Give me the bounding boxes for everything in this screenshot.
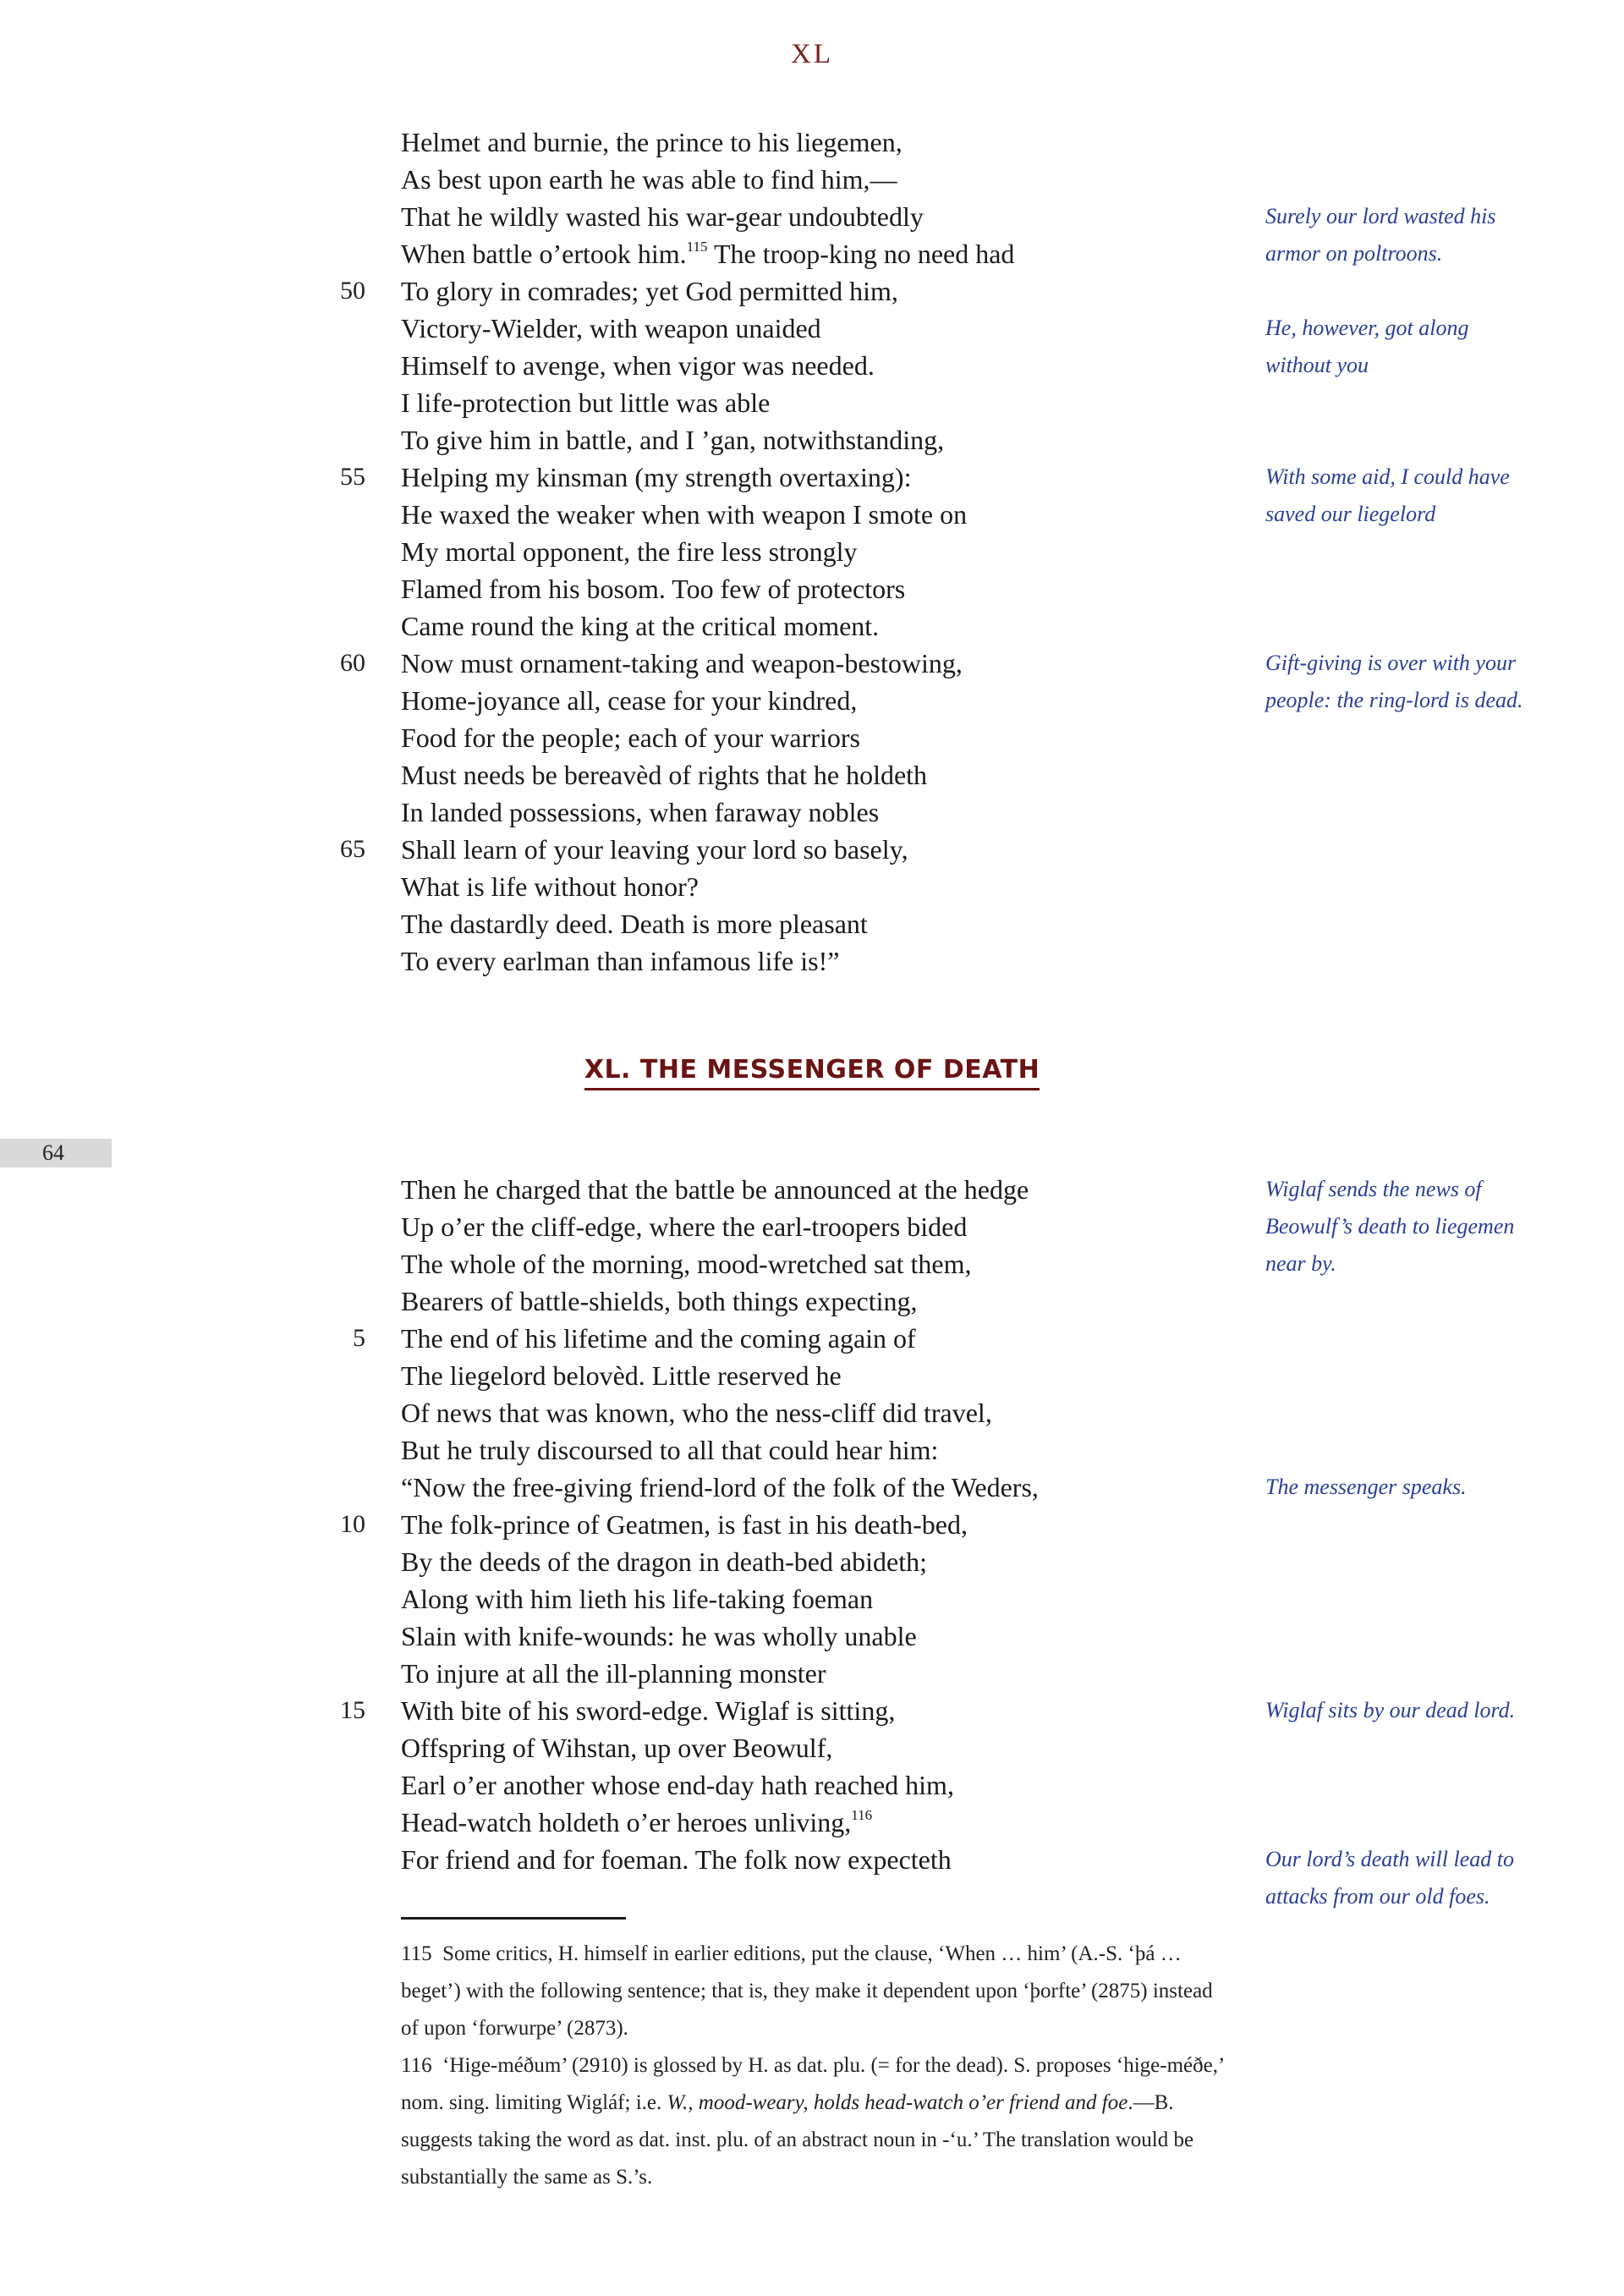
poem-line-text bbox=[401, 124, 903, 161]
poem-line-text bbox=[401, 868, 699, 905]
poem-line-main: What is life without honor? bbox=[401, 871, 699, 902]
footnote-text: Some critics, H. himself in earlier editions, put the clause, ‘When … him’ (A.-S. ‘þá … beget’) with the following sentence; that is, they make it dependent upon ‘þorfte’ (2875) instead of upon ‘forwurpe’ (2873). bbox=[401, 1942, 1213, 2040]
poem-line bbox=[0, 124, 1624, 161]
poem-line-text bbox=[401, 570, 905, 607]
line-number: 60 bbox=[340, 649, 365, 677]
poem-line bbox=[0, 719, 1624, 756]
marginal-gloss bbox=[1265, 1469, 1544, 1506]
footnote-text-continued: .—B. suggests taking the word as dat. inst. plu. of an abstract noun in -‘u.’ The translation would be substantially the same as S.’s. bbox=[401, 2091, 1194, 2189]
poem-line-text bbox=[401, 421, 944, 459]
marginal-gloss-line: The messenger speaks. bbox=[1265, 1475, 1467, 1499]
poem-line-main: For friend and for foeman. The folk now expecteth bbox=[401, 1844, 952, 1875]
poem-line-main: To every earlman than infamous life is!” bbox=[401, 946, 840, 976]
line-number: 15 bbox=[340, 1696, 365, 1724]
poem-line-main: Helmet and burnie, the prince to his liegemen, bbox=[401, 127, 903, 157]
poem-line bbox=[0, 1394, 1624, 1431]
poem-line-main: Food for the people; each of your warriors bbox=[401, 722, 860, 753]
poem-line-main: Up o’er the cliff-edge, where the earl-troopers bided bbox=[401, 1211, 968, 1242]
poem-line-main: “Now the free-giving friend-lord of the folk of the Weders, bbox=[401, 1472, 1039, 1502]
marginal-gloss-line: saved our liegelord bbox=[1265, 502, 1436, 526]
poem-line-main: But he truly discoursed to all that could hear him: bbox=[401, 1435, 939, 1465]
poem-line-text bbox=[401, 682, 857, 719]
poem-line-text bbox=[401, 235, 1014, 277]
poem-line-main: My mortal opponent, the fire less strongly bbox=[401, 536, 858, 567]
poem-line-main: Must needs be bereavèd of rights that he holdeth bbox=[401, 760, 928, 790]
poem-line-main: In landed possessions, when faraway nobles bbox=[401, 797, 880, 827]
marginal-gloss-line: attacks from our old foes. bbox=[1265, 1884, 1490, 1909]
footnote-marker: 115 bbox=[686, 239, 708, 255]
footnote-116 bbox=[401, 2047, 1230, 2196]
line-number: 65 bbox=[340, 835, 365, 863]
marginal-gloss-line: Surely our lord wasted his bbox=[1265, 204, 1496, 228]
poem-line-text bbox=[401, 905, 868, 942]
poem-line-text bbox=[401, 645, 963, 682]
poem-line-text bbox=[401, 161, 897, 198]
section-title bbox=[0, 1055, 1624, 1085]
footnotes bbox=[401, 1936, 1230, 2196]
poem-line-main: As best upon earth he was able to find him,— bbox=[401, 164, 897, 195]
poem-line-text bbox=[401, 607, 879, 645]
footnote-rule bbox=[401, 1917, 626, 1920]
poem-line-text bbox=[401, 272, 898, 310]
poem-line-main: To give him in battle, and I ’gan, notwithstanding, bbox=[401, 425, 945, 455]
poem-line-main: The whole of the morning, mood-wretched sat them, bbox=[401, 1249, 972, 1279]
section-title-text: XL. THE MESSENGER OF DEATH bbox=[584, 1055, 1040, 1090]
line-number: 5 bbox=[353, 1324, 365, 1352]
poem-line-text bbox=[401, 496, 967, 533]
marginal-gloss bbox=[1265, 645, 1544, 719]
poem-line bbox=[0, 1431, 1624, 1469]
poem-line-text bbox=[401, 1543, 927, 1580]
poem-line-text bbox=[401, 1208, 967, 1245]
line-number: 55 bbox=[340, 463, 365, 491]
poem-line-main: The liegelord belovèd. Little reserved he bbox=[401, 1360, 842, 1391]
poem-line-text bbox=[401, 719, 860, 756]
poem-line bbox=[0, 794, 1624, 831]
poem-line-main: The end of his lifetime and the coming again of bbox=[401, 1323, 916, 1354]
poem-line-text bbox=[401, 1394, 992, 1431]
poem-line-main: Home-joyance all, cease for your kindred, bbox=[401, 685, 858, 716]
footnote-number: 116 bbox=[401, 2054, 432, 2077]
marginal-gloss-line: Gift-giving is over with your bbox=[1265, 651, 1517, 675]
poem-line-text bbox=[401, 310, 821, 347]
line-number: 10 bbox=[340, 1510, 365, 1538]
poem-line bbox=[0, 533, 1624, 570]
poem-line-main: Himself to avenge, when vigor was needed. bbox=[401, 350, 875, 381]
poem-line-main: Shall learn of your leaving your lord so basely, bbox=[401, 834, 908, 865]
poem-line bbox=[0, 421, 1624, 459]
poem-line-text bbox=[401, 1431, 938, 1469]
marginal-gloss-line: With some aid, I could have bbox=[1265, 464, 1510, 489]
poem-line-main: Then he charged that the battle be announced at the hedge bbox=[401, 1174, 1029, 1205]
poem-line-main: Along with him lieth his life-taking foeman bbox=[401, 1584, 874, 1614]
marginal-gloss-line: near by. bbox=[1265, 1251, 1336, 1276]
poem-line-text bbox=[401, 1841, 952, 1878]
poem-line bbox=[0, 756, 1624, 794]
line-number: 50 bbox=[340, 277, 365, 305]
page-number: 64 bbox=[42, 1140, 64, 1165]
poem-line-main: With bite of his sword-edge. Wiglaf is sitting, bbox=[401, 1695, 896, 1726]
poem-line-main: Slain with knife-wounds: he was wholly unable bbox=[401, 1621, 917, 1651]
poem-line-main: That he wildly wasted his war-gear undoubtedly bbox=[401, 201, 924, 232]
poem-line bbox=[0, 1729, 1624, 1766]
poem-line-main: Bearers of battle-shields, both things expecting, bbox=[401, 1286, 918, 1316]
poem-line-text bbox=[401, 1506, 968, 1543]
poem-line bbox=[0, 1766, 1624, 1804]
marginal-gloss-line: without you bbox=[1265, 353, 1369, 377]
poem-line-text bbox=[401, 794, 879, 831]
poem-line bbox=[0, 1655, 1624, 1692]
poem-line-text bbox=[401, 384, 770, 421]
poem-line-text bbox=[401, 1729, 832, 1766]
marginal-gloss-line: Beowulf’s death to liegemen bbox=[1265, 1214, 1515, 1239]
poem-line-main: Earl o’er another whose end-day hath reached him, bbox=[401, 1770, 954, 1800]
poem-line-text bbox=[401, 1580, 873, 1618]
marginal-gloss-line: armor on poltroons. bbox=[1265, 241, 1443, 266]
poem-line-text bbox=[401, 533, 857, 570]
marginal-gloss bbox=[1265, 198, 1544, 272]
poem-line bbox=[0, 1543, 1624, 1580]
poem-line-text bbox=[401, 1766, 954, 1804]
poem-line-text bbox=[401, 942, 839, 980]
poem-line-text bbox=[401, 1692, 895, 1729]
poem-line bbox=[0, 1580, 1624, 1618]
poem-line-text bbox=[401, 1320, 916, 1357]
poem-line-text bbox=[401, 1283, 918, 1320]
poem-line-text bbox=[401, 831, 908, 868]
poem-line-main: I life-protection but little was able bbox=[401, 387, 771, 418]
poem-line-main: Of news that was known, who the ness-cliff did travel, bbox=[401, 1398, 992, 1428]
marginal-gloss-line: Wiglaf sits by our dead lord. bbox=[1265, 1698, 1516, 1722]
poem-line-main: Flamed from his bosom. Too few of protectors bbox=[401, 574, 906, 604]
marginal-gloss bbox=[1265, 1171, 1544, 1283]
poem-line bbox=[0, 1506, 1624, 1543]
poem-line bbox=[0, 831, 1624, 868]
page-number-tab bbox=[0, 1139, 112, 1167]
marginal-gloss-line: Wiglaf sends the news of bbox=[1265, 1177, 1482, 1201]
poem-line bbox=[0, 905, 1624, 942]
marginal-gloss bbox=[1265, 459, 1544, 533]
marginal-gloss-line: Our lord’s death will lead to bbox=[1265, 1847, 1514, 1871]
poem-line bbox=[0, 607, 1624, 645]
poem-line bbox=[0, 384, 1624, 421]
poem-line-main: By the deeds of the dragon in death-bed abideth; bbox=[401, 1546, 928, 1577]
poem-line-text bbox=[401, 198, 924, 235]
poem-line-text bbox=[401, 1469, 1039, 1506]
poem-line bbox=[0, 1804, 1624, 1841]
running-header: XL bbox=[791, 39, 833, 69]
poem-line-text bbox=[401, 1804, 872, 1846]
poem-line-continued: The troop-king no need had bbox=[707, 239, 1015, 269]
poem-line-main: Offspring of Wihstan, up over Beowulf, bbox=[401, 1733, 833, 1763]
poem-line bbox=[0, 1357, 1624, 1394]
poem-line-text bbox=[401, 1618, 917, 1655]
poem-line-text bbox=[401, 1655, 826, 1692]
poem-line bbox=[0, 942, 1624, 980]
poem-line bbox=[0, 1618, 1624, 1655]
poem-line-main: To glory in comrades; yet God permitted him, bbox=[401, 276, 898, 306]
poem-line-text bbox=[401, 1245, 971, 1283]
poem-line-main: Head-watch holdeth o’er heroes unliving, bbox=[401, 1807, 852, 1837]
poem-line-main: He waxed the weaker when with weapon I smote on bbox=[401, 499, 968, 530]
poem-line-main: Now must ornament-taking and weapon-bestowing, bbox=[401, 648, 963, 678]
poem-line-main: The folk-prince of Geatmen, is fast in his death-bed, bbox=[401, 1509, 968, 1540]
poem-line-main: To injure at all the ill-planning monster bbox=[401, 1658, 826, 1689]
poem-line-main: Victory-Wielder, with weapon unaided bbox=[401, 313, 821, 343]
footnote-text: ‘Hige-méðum’ (2910) is glossed by H. as dat. plu. (= for the dead). S. proposes ‘hige-méðe,’ nom. sing. limiting Wigláf; i.e. bbox=[401, 2054, 1224, 2114]
marginal-gloss-line: people: the ring-lord is dead. bbox=[1265, 688, 1523, 712]
marginal-gloss bbox=[1265, 1841, 1544, 1915]
poem-line bbox=[0, 570, 1624, 607]
marginal-gloss bbox=[1265, 310, 1544, 384]
poem-line-text bbox=[401, 1171, 1029, 1208]
poem-line-text bbox=[401, 1357, 842, 1394]
footnote-number: 115 bbox=[401, 1942, 432, 1965]
poem-line-text bbox=[401, 756, 927, 794]
poem-line-text bbox=[401, 459, 911, 496]
marginal-gloss-line: He, however, got along bbox=[1265, 316, 1469, 340]
footnote-italic-translation: W., mood-weary, holds head-watch o’er friend and foe bbox=[667, 2091, 1128, 2114]
poem-line-main: The dastardly deed. Death is more pleasant bbox=[401, 909, 868, 939]
poem-line-main: Helping my kinsman (my strength overtaxing): bbox=[401, 462, 912, 492]
poem-line bbox=[0, 1320, 1624, 1357]
footnote-115 bbox=[401, 1936, 1230, 2047]
poem-line bbox=[0, 161, 1624, 198]
marginal-gloss bbox=[1265, 1692, 1544, 1729]
poem-line bbox=[0, 272, 1624, 310]
footnote-marker: 116 bbox=[851, 1807, 873, 1823]
poem-line-text bbox=[401, 347, 875, 384]
poem-line-main: Came round the king at the critical moment. bbox=[401, 611, 880, 641]
poem-line bbox=[0, 868, 1624, 905]
poem-line bbox=[0, 1283, 1624, 1320]
poem-line-main: When battle o’ertook him. bbox=[401, 239, 687, 269]
